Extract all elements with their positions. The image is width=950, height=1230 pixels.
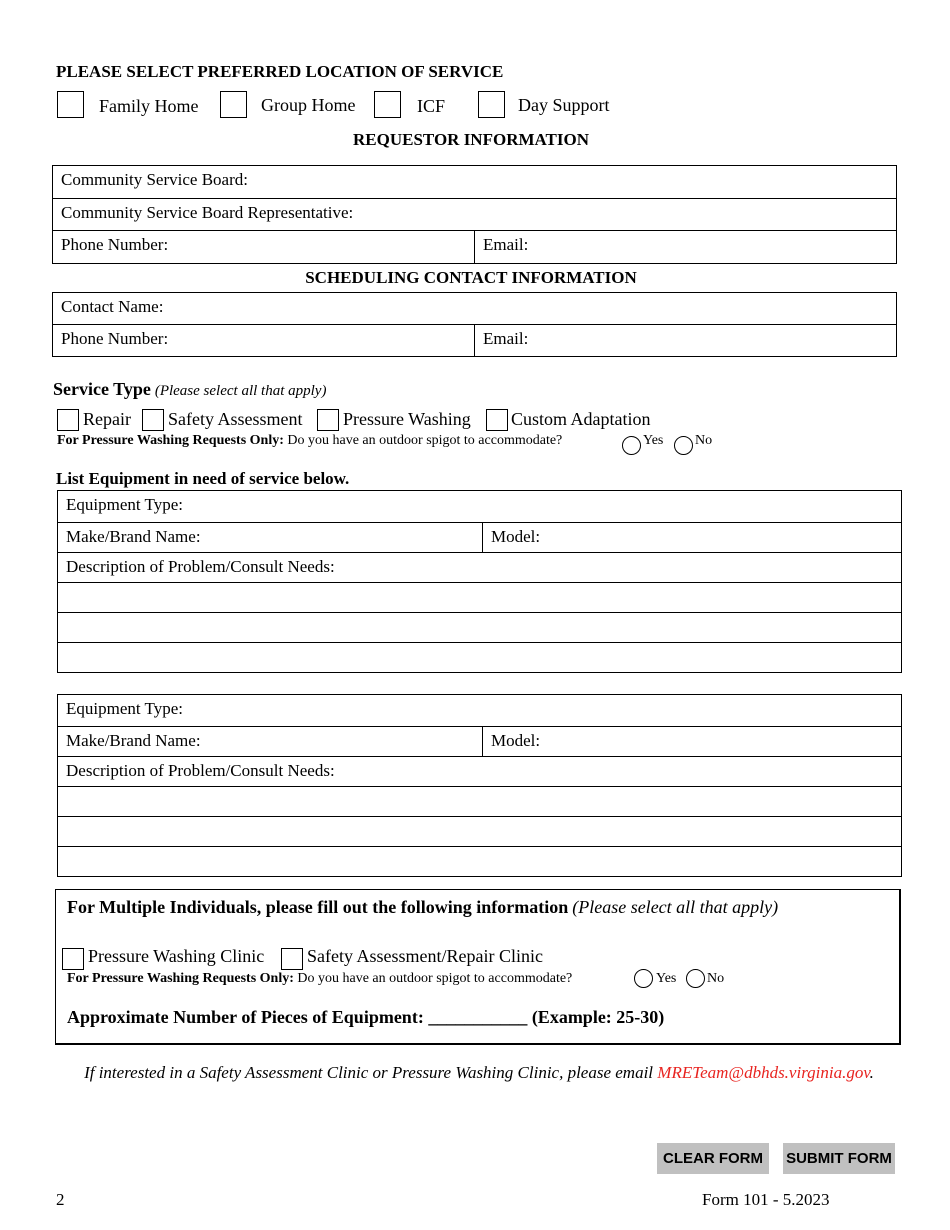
scheduling-phone-label: Phone Number: bbox=[61, 329, 169, 348]
equipment-type-label: Equipment Type: bbox=[66, 699, 184, 718]
group-home-checkbox[interactable] bbox=[220, 91, 247, 118]
multiple-heading bbox=[67, 897, 778, 918]
sa-repair-clinic-label: Safety Assessment/Repair Clinic bbox=[307, 946, 543, 966]
description-line[interactable] bbox=[58, 583, 902, 613]
csb-field[interactable] bbox=[53, 166, 897, 199]
pressure-washing-checkbox[interactable] bbox=[317, 409, 339, 431]
sa-repair-clinic-checkbox[interactable] bbox=[281, 948, 303, 970]
csb-rep-field[interactable] bbox=[53, 199, 897, 231]
mre-team-email-link[interactable]: MRETeam@dbhds.virginia.gov bbox=[657, 1063, 870, 1082]
custom-adaptation-label: Custom Adaptation bbox=[511, 409, 651, 429]
model-field[interactable] bbox=[483, 727, 902, 757]
family-home-label: Family Home bbox=[99, 96, 199, 116]
scheduling-heading: SCHEDULING CONTACT INFORMATION bbox=[305, 268, 637, 287]
multi-pw-question-text: Do you have an outdoor spigot to accommodate? bbox=[297, 971, 573, 986]
approx-example: (Example: 25-30) bbox=[531, 1007, 665, 1027]
description-label: Description of Problem/Consult Needs: bbox=[66, 557, 335, 576]
pw-clinic-label: Pressure Washing Clinic bbox=[88, 946, 265, 966]
icf-checkbox[interactable] bbox=[374, 91, 401, 118]
scheduling-phone-field[interactable] bbox=[53, 325, 475, 357]
description-field[interactable] bbox=[58, 757, 902, 787]
day-support-checkbox[interactable] bbox=[478, 91, 505, 118]
equipment-heading: List Equipment in need of service below. bbox=[56, 469, 350, 488]
description-field[interactable] bbox=[58, 553, 902, 583]
pw-spigot-question bbox=[57, 433, 562, 449]
service-type-label: Service Type bbox=[53, 379, 151, 399]
pressure-washing-label: Pressure Washing bbox=[343, 409, 471, 429]
submit-form-button[interactable]: SUBMIT FORM bbox=[783, 1143, 895, 1174]
description-line[interactable] bbox=[58, 613, 902, 643]
multi-spigot-yes-label: Yes bbox=[656, 971, 677, 986]
csb-label: Community Service Board: bbox=[61, 170, 248, 189]
requestor-phone-field[interactable] bbox=[53, 231, 475, 264]
clear-form-button[interactable]: CLEAR FORM bbox=[657, 1143, 769, 1174]
multiple-note: (Please select all that apply) bbox=[572, 897, 779, 917]
repair-label: Repair bbox=[83, 409, 131, 429]
multi-spigot-yes-radio[interactable] bbox=[634, 969, 653, 988]
requestor-email-field[interactable] bbox=[475, 231, 897, 264]
spigot-yes-label: Yes bbox=[643, 433, 664, 448]
equipment-table-1 bbox=[57, 490, 902, 673]
make-brand-field[interactable] bbox=[58, 523, 483, 553]
safety-assessment-label: Safety Assessment bbox=[168, 409, 303, 429]
model-field[interactable] bbox=[483, 523, 902, 553]
requestor-phone-label: Phone Number: bbox=[61, 235, 169, 254]
approx-equipment-line bbox=[67, 1007, 664, 1028]
service-type-heading bbox=[53, 379, 326, 400]
approx-blank[interactable]: ___________ bbox=[428, 1007, 528, 1027]
pw-question-text: Do you have an outdoor spigot to accommodate? bbox=[287, 433, 563, 448]
multi-pw-spigot-question bbox=[67, 971, 572, 987]
description-label: Description of Problem/Consult Needs: bbox=[66, 761, 335, 780]
service-type-note: (Please select all that apply) bbox=[154, 383, 327, 399]
scheduling-email-field[interactable] bbox=[475, 325, 897, 357]
page-number: 2 bbox=[56, 1190, 65, 1209]
spigot-yes-radio[interactable] bbox=[622, 436, 641, 455]
description-line[interactable] bbox=[58, 787, 902, 817]
description-line[interactable] bbox=[58, 847, 902, 877]
repair-checkbox[interactable] bbox=[57, 409, 79, 431]
contact-name-label: Contact Name: bbox=[61, 297, 164, 316]
scheduling-table bbox=[52, 292, 897, 357]
multiple-heading-text: For Multiple Individuals, please fill out the following information bbox=[67, 897, 569, 917]
requestor-heading: REQUESTOR INFORMATION bbox=[353, 130, 589, 149]
equipment-type-label: Equipment Type: bbox=[66, 495, 184, 514]
make-brand-label: Make/Brand Name: bbox=[66, 527, 201, 546]
equipment-table-2 bbox=[57, 694, 902, 877]
family-home-checkbox[interactable] bbox=[57, 91, 84, 118]
multi-spigot-no-label: No bbox=[707, 971, 725, 986]
pw-only-label: For Pressure Washing Requests Only: bbox=[57, 433, 284, 448]
requestor-table bbox=[52, 165, 897, 264]
scheduling-email-label: Email: bbox=[483, 329, 529, 348]
description-line[interactable] bbox=[58, 817, 902, 847]
clinic-note-period: . bbox=[869, 1063, 874, 1082]
group-home-label: Group Home bbox=[261, 95, 356, 115]
make-brand-label: Make/Brand Name: bbox=[66, 731, 201, 750]
csb-rep-label: Community Service Board Representative: bbox=[61, 203, 354, 222]
contact-name-field[interactable] bbox=[53, 293, 897, 325]
clinic-email-note bbox=[0, 1063, 950, 1083]
requestor-email-label: Email: bbox=[483, 235, 529, 254]
custom-adaptation-checkbox[interactable] bbox=[486, 409, 508, 431]
model-label: Model: bbox=[491, 731, 541, 750]
safety-assessment-checkbox[interactable] bbox=[142, 409, 164, 431]
multi-spigot-no-radio[interactable] bbox=[686, 969, 705, 988]
description-line[interactable] bbox=[58, 643, 902, 673]
day-support-label: Day Support bbox=[518, 95, 610, 115]
multi-pw-only-label: For Pressure Washing Requests Only: bbox=[67, 971, 294, 986]
icf-label: ICF bbox=[417, 96, 446, 116]
equipment-type-field[interactable] bbox=[58, 491, 902, 523]
model-label: Model: bbox=[491, 527, 541, 546]
approx-label: Approximate Number of Pieces of Equipment: bbox=[67, 1007, 424, 1027]
pw-clinic-checkbox[interactable] bbox=[62, 948, 84, 970]
make-brand-field[interactable] bbox=[58, 727, 483, 757]
spigot-no-label: No bbox=[695, 433, 713, 448]
location-heading: PLEASE SELECT PREFERRED LOCATION OF SERVICE bbox=[56, 62, 504, 81]
form-id: Form 101 - 5.2023 bbox=[702, 1190, 830, 1209]
spigot-no-radio[interactable] bbox=[674, 436, 693, 455]
clinic-note-text: If interested in a Safety Assessment Clinic or Pressure Washing Clinic, please email bbox=[84, 1063, 658, 1082]
equipment-type-field[interactable] bbox=[58, 695, 902, 727]
